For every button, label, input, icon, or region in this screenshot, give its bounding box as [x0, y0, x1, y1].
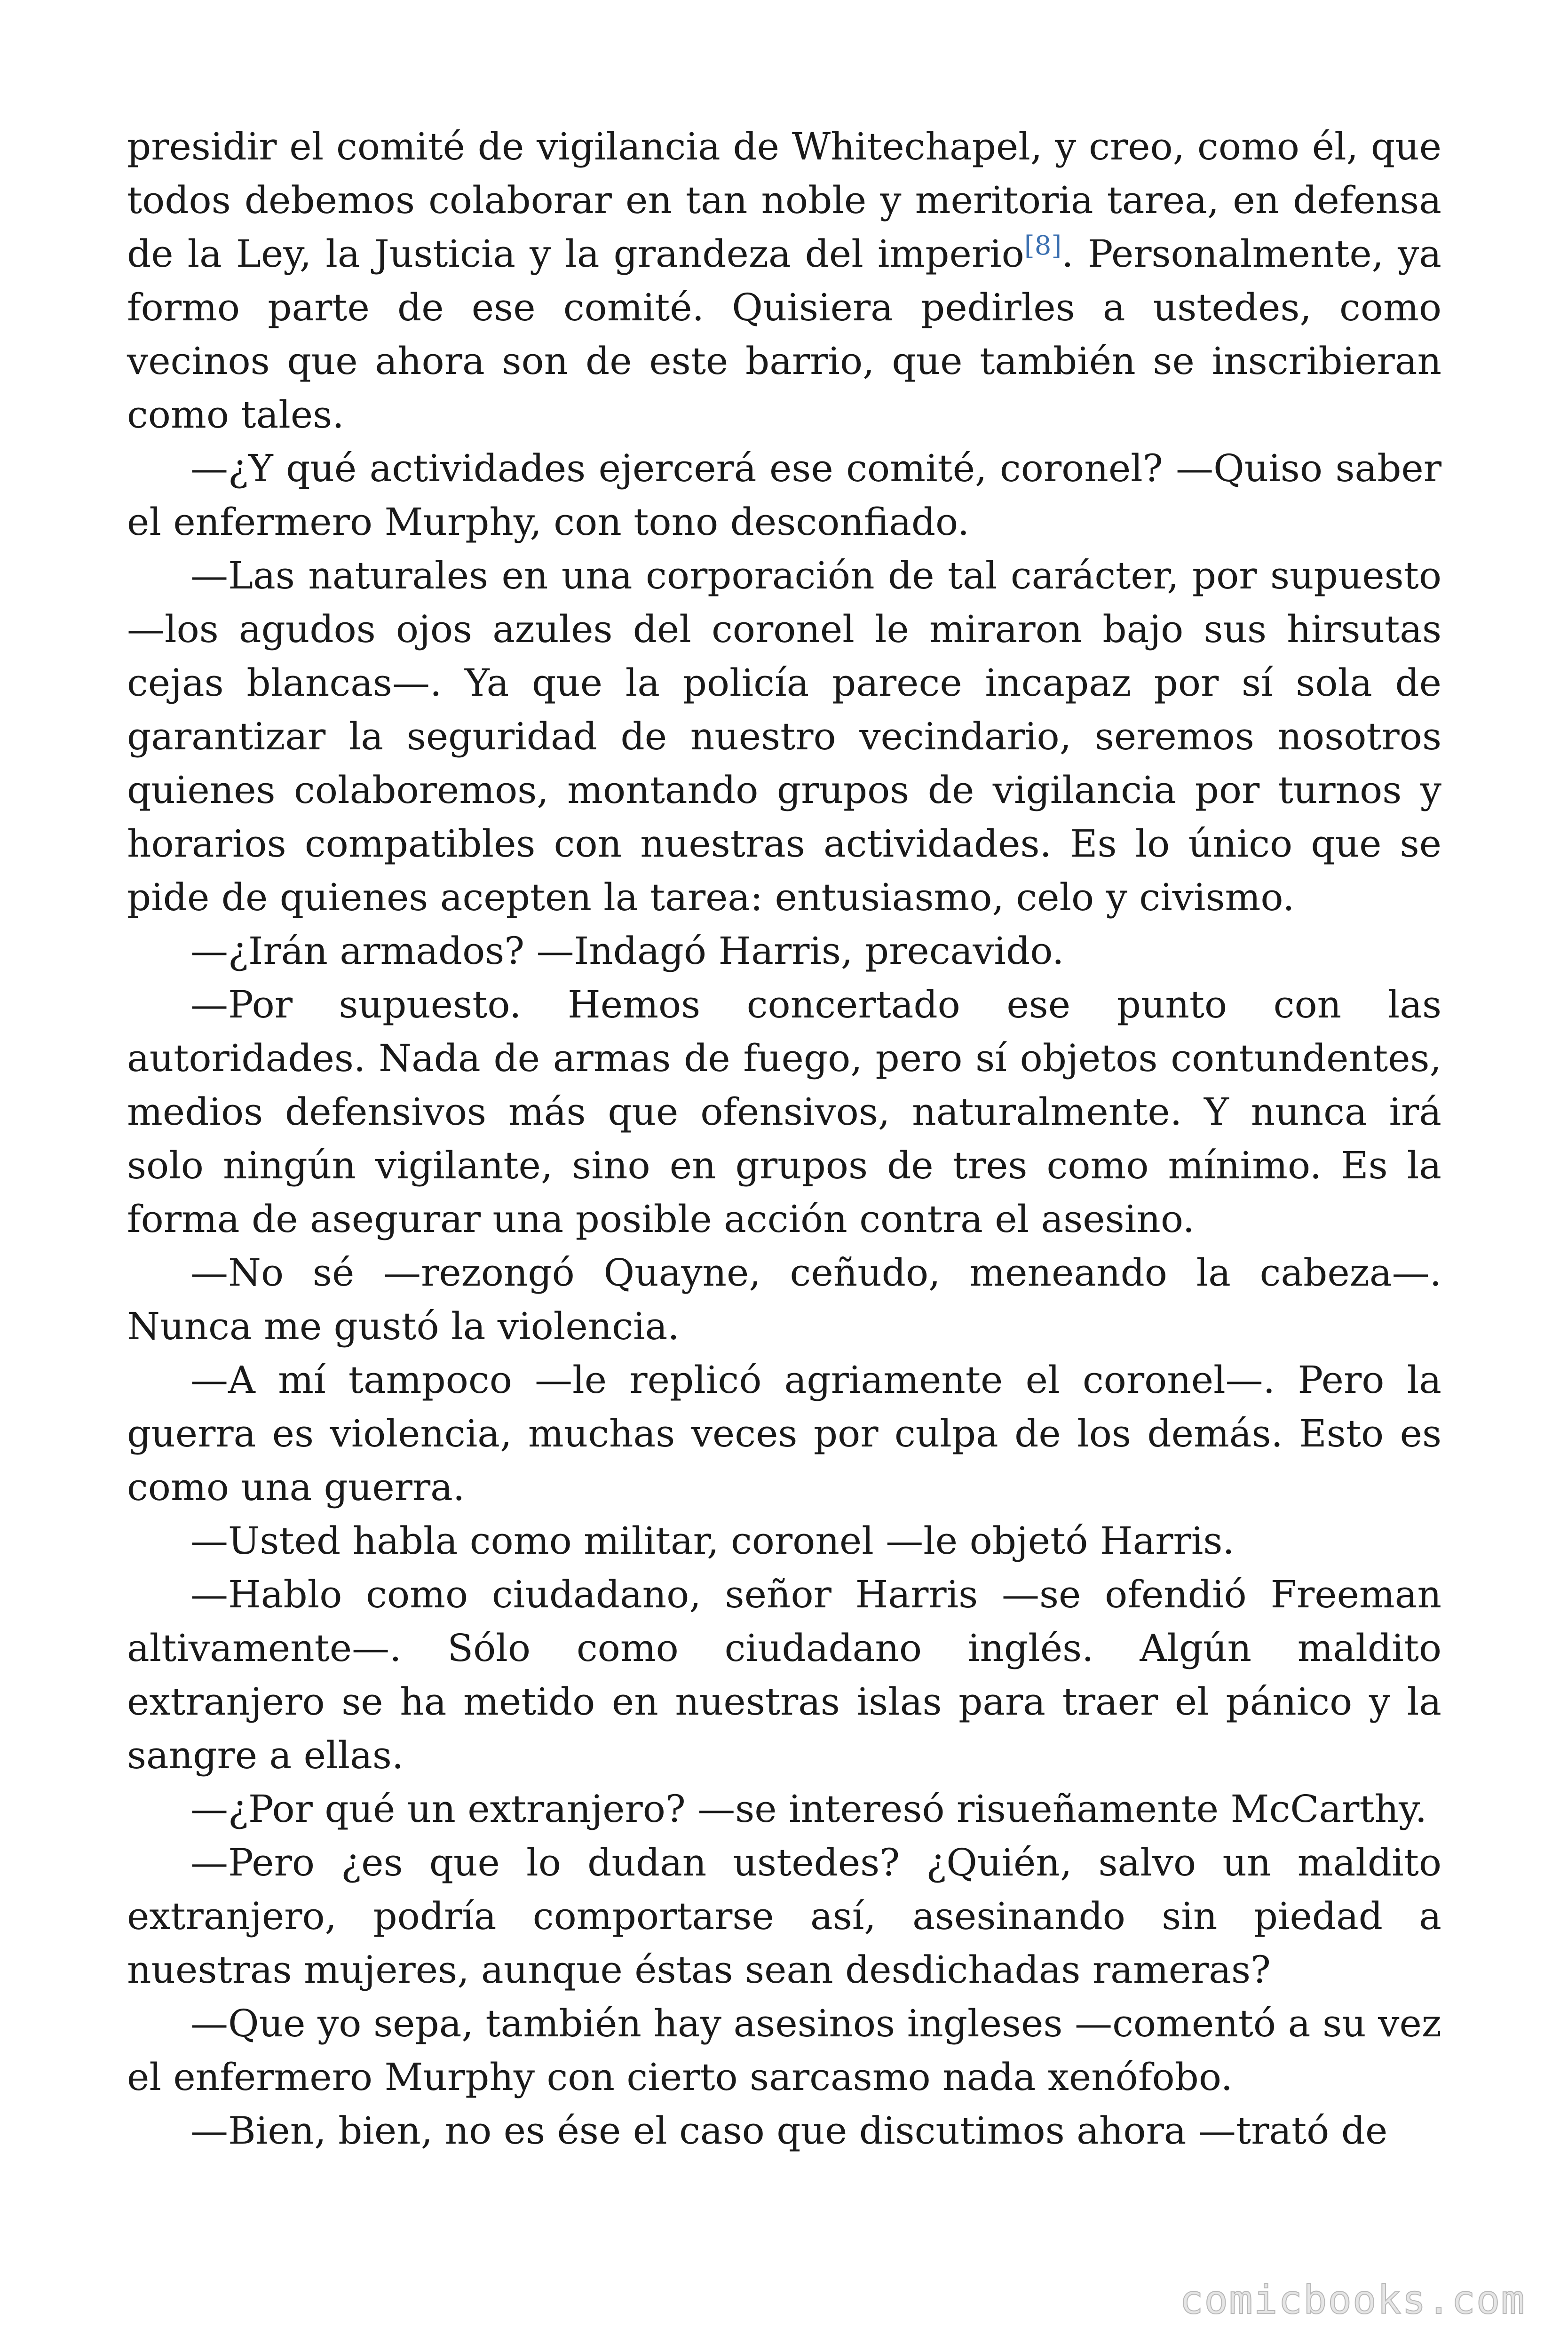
dialogue-paragraph: —Las naturales en una corporación de tal carácter, por supuesto —los agudos ojos azules del coronel le miraron bajo sus hirsutas cejas blancas—. Ya que la policía parece incapaz por sí sola de garantizar la seguridad de nuestro vecindario, seremos nosotros quienes colaboremos, montando grupos de vigilancia por turnos y horarios compatibles con nuestras actividades. Es lo único que se pide de quienes acepten la tarea: entusiasmo, celo y civismo. — [127, 554, 1441, 919]
dialogue-paragraph: —A mí tampoco —le replicó agriamente el coronel—. Pero la guerra es violencia, muchas veces por culpa de los demás. Esto es como una guerra. — [127, 1358, 1441, 1509]
dialogue-paragraph: —¿Irán armados? —Indagó Harris, precavido. — [190, 929, 1064, 973]
site-watermark: comicbooks.com — [1179, 2277, 1526, 2323]
dialogue-paragraph: —Pero ¿es que lo dudan ustedes? ¿Quién, salvo un maldito extranjero, podría comportarse así, asesinando sin piedad a nuestras mujeres, aunque éstas sean desdichadas rameras? — [127, 1841, 1441, 1992]
paragraph-continued — [127, 120, 1441, 442]
paragraph-text: presidir el comité de vigilancia de Whitechapel, y creo, como él, que todos debemos colaborar en tan noble y meritoria tarea, en defensa de la Ley, la Justicia y la grandeza del imperio — [127, 125, 1441, 276]
dialogue-paragraph: —¿Por qué un extranjero? —se interesó risueñamente McCarthy. — [190, 1787, 1427, 1831]
dialogue-paragraph: —Por supuesto. Hemos concertado ese punto con las autoridades. Nada de armas de fuego, pero sí objetos contundentes, medios defensivos más que ofensivos, naturalmente. Y nunca irá solo ningún vigilante, sino en grupos de tres como mínimo. Es la forma de asegurar una posible acción contra el asesino. — [127, 983, 1441, 1241]
footnote-reference-link[interactable]: [8] — [1024, 230, 1062, 261]
dialogue-paragraph: —Bien, bien, no es ése el caso que discutimos ahora —trató de — [190, 2109, 1388, 2153]
dialogue-paragraph: —Que yo sepa, también hay asesinos ingleses —comentó a su vez el enfermero Murphy con cierto sarcasmo nada xenófobo. — [127, 2002, 1441, 2099]
book-page-text — [127, 120, 1441, 2158]
dialogue-paragraph: —Usted habla como militar, coronel —le objetó Harris. — [190, 1519, 1235, 1563]
dialogue-paragraph: —No sé —rezongó Quayne, ceñudo, meneando la cabeza—. Nunca me gustó la violencia. — [127, 1251, 1441, 1348]
dialogue-paragraph: —Hablo como ciudadano, señor Harris —se ofendió Freeman altivamente—. Sólo como ciudadano inglés. Algún maldito extranjero se ha metido en nuestras islas para traer el pánico y la sangre a ellas. — [127, 1573, 1441, 1777]
paragraph-text: . Personalmente, ya formo parte de ese comité. Quisiera pedirles a ustedes, como vecinos que ahora son de este barrio, que también se inscribieran como tales. — [127, 232, 1442, 437]
dialogue-paragraph: —¿Y qué actividades ejercerá ese comité, coronel? —Quiso saber el enfermero Murphy, con tono desconfiado. — [127, 446, 1441, 544]
